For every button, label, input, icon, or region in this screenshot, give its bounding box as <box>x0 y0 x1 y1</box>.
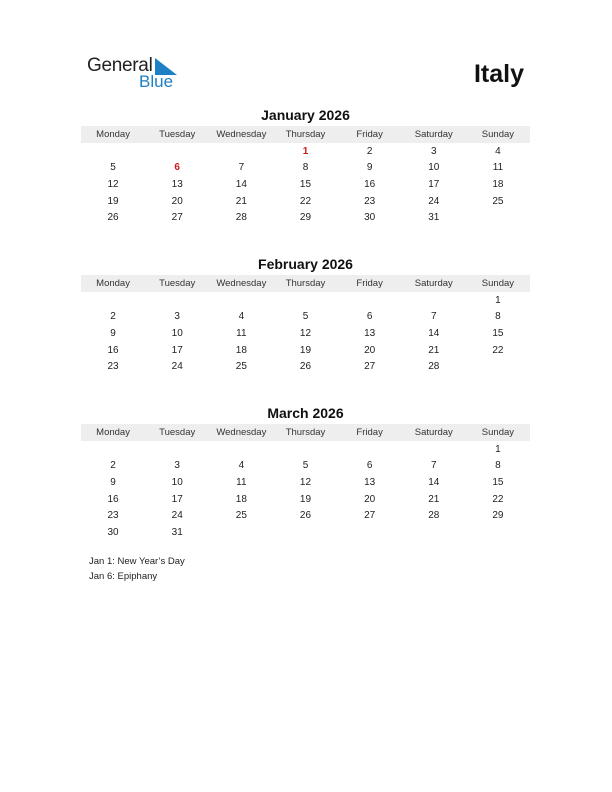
brand-logo <box>87 55 187 95</box>
day-cell: 16 <box>107 493 119 505</box>
weekday-label: Sunday <box>481 278 515 289</box>
day-cell: 19 <box>107 195 119 207</box>
weekday-label: Monday <box>96 129 130 140</box>
weekday-label: Wednesday <box>216 129 267 140</box>
weekday-label: Thursday <box>285 278 326 289</box>
day-cell: 15 <box>492 476 504 488</box>
day-cell: 29 <box>492 510 504 522</box>
weekday-label: Friday <box>356 129 383 140</box>
day-cell: 13 <box>364 327 376 339</box>
day-cell: 25 <box>235 510 247 522</box>
day-cell: 2 <box>110 311 116 323</box>
day-cell: 18 <box>492 178 504 190</box>
day-cell: 30 <box>107 526 119 538</box>
week-row <box>81 193 530 210</box>
weekday-label: Monday <box>96 427 130 438</box>
day-cell: 22 <box>299 195 312 207</box>
country-title: Italy <box>473 60 524 88</box>
weekday-label: Tuesday <box>159 129 196 140</box>
day-cell: 24 <box>171 510 183 522</box>
week-row <box>81 160 530 177</box>
day-cell: 31 <box>171 526 183 538</box>
day-cell: 26 <box>299 510 312 522</box>
week-row <box>81 143 530 160</box>
day-cell: 4 <box>238 311 245 323</box>
month-block <box>81 255 530 375</box>
day-cell: 12 <box>107 178 119 190</box>
logo-text-general: General <box>87 55 153 76</box>
week-row <box>81 441 530 458</box>
day-cell: 21 <box>235 195 247 207</box>
week-row <box>81 507 530 524</box>
day-cell: 20 <box>364 344 376 356</box>
logo-text-blue: Blue <box>139 72 174 91</box>
week-row <box>81 342 530 359</box>
day-cell: 18 <box>235 344 247 356</box>
week-row <box>81 524 530 541</box>
day-cell: 30 <box>364 212 376 224</box>
month-title: January 2026 <box>261 107 350 123</box>
weekday-label: Saturday <box>414 427 453 438</box>
day-cell: 17 <box>171 344 183 356</box>
month-title: February 2026 <box>258 256 353 272</box>
day-cell: 20 <box>364 493 376 505</box>
day-cell: 1 <box>495 294 501 306</box>
weekday-label: Saturday <box>414 129 453 140</box>
day-cell: 7 <box>430 460 437 472</box>
day-cell: 28 <box>428 361 440 373</box>
day-cell: 23 <box>107 510 119 522</box>
day-cell: 3 <box>430 145 437 157</box>
day-cell: 28 <box>428 510 440 522</box>
weekday-header-row <box>81 275 530 292</box>
day-cell: 2 <box>366 145 373 157</box>
week-row <box>81 491 530 508</box>
day-cell: 12 <box>299 476 312 488</box>
day-cell: 2 <box>110 460 116 472</box>
week-row <box>81 292 530 309</box>
day-cell: 25 <box>492 195 504 207</box>
weekday-label: Wednesday <box>216 278 267 289</box>
day-cell: 3 <box>174 460 180 472</box>
day-cell: 6 <box>366 311 373 323</box>
day-cell: 26 <box>107 212 119 224</box>
day-cell: 20 <box>171 195 183 207</box>
weekday-label: Tuesday <box>159 278 196 289</box>
weekday-label: Friday <box>356 278 383 289</box>
day-cell: 9 <box>110 327 116 339</box>
day-cell: 11 <box>492 162 504 174</box>
weekday-label: Thursday <box>285 129 326 140</box>
day-cell: 12 <box>299 327 312 339</box>
week-row <box>81 358 530 375</box>
day-cell: 4 <box>238 460 245 472</box>
day-cell: 19 <box>299 493 312 505</box>
day-cell: 4 <box>495 145 501 157</box>
day-cell: 27 <box>364 361 376 373</box>
day-cell: 28 <box>235 212 247 224</box>
month-block <box>81 404 530 541</box>
week-row <box>81 458 530 475</box>
day-cell: 17 <box>428 178 440 190</box>
day-cell: 1 <box>495 443 501 455</box>
day-cell: 7 <box>238 162 245 174</box>
day-cell: 24 <box>171 361 183 373</box>
day-cell: 25 <box>235 361 247 373</box>
day-cell: 10 <box>428 162 440 174</box>
day-cell: 7 <box>430 311 437 323</box>
day-cell: 10 <box>171 476 183 488</box>
holiday-note: Jan 1: New Year’s Day <box>89 556 185 567</box>
month-title: March 2026 <box>267 405 344 421</box>
weekday-header-row <box>81 424 530 441</box>
day-cell: 31 <box>428 212 440 224</box>
day-cell: 19 <box>299 344 312 356</box>
month-block <box>81 106 530 226</box>
day-cell: 18 <box>235 493 247 505</box>
day-cell: 9 <box>110 476 116 488</box>
day-cell: 21 <box>428 493 440 505</box>
holiday-day-cell: 1 <box>302 145 309 157</box>
weekday-label: Tuesday <box>159 427 196 438</box>
weekday-header-row <box>81 126 530 143</box>
week-row <box>81 209 530 226</box>
weekday-label: Thursday <box>285 427 326 438</box>
day-cell: 16 <box>364 178 376 190</box>
day-cell: 8 <box>495 311 501 323</box>
day-cell: 5 <box>302 311 309 323</box>
day-cell: 23 <box>107 361 119 373</box>
day-cell: 27 <box>171 212 183 224</box>
day-cell: 27 <box>364 510 376 522</box>
day-cell: 14 <box>428 327 440 339</box>
day-cell: 29 <box>299 212 312 224</box>
day-cell: 6 <box>366 460 373 472</box>
day-cell: 5 <box>302 460 309 472</box>
weekday-label: Monday <box>96 278 130 289</box>
weekday-label: Saturday <box>414 278 453 289</box>
weekday-label: Sunday <box>481 129 515 140</box>
day-cell: 22 <box>492 344 504 356</box>
weekday-label: Friday <box>356 427 383 438</box>
week-row <box>81 309 530 326</box>
day-cell: 8 <box>302 162 309 174</box>
day-cell: 13 <box>171 178 183 190</box>
day-cell: 16 <box>107 344 119 356</box>
week-row <box>81 474 530 491</box>
day-cell: 3 <box>174 311 180 323</box>
holiday-notes <box>89 555 185 584</box>
day-cell: 5 <box>110 162 116 174</box>
day-cell: 14 <box>428 476 440 488</box>
day-cell: 23 <box>364 195 376 207</box>
day-cell: 8 <box>495 460 501 472</box>
day-cell: 13 <box>364 476 376 488</box>
day-cell: 21 <box>428 344 440 356</box>
day-cell: 26 <box>299 361 312 373</box>
day-cell: 9 <box>366 162 373 174</box>
day-cell: 17 <box>171 493 183 505</box>
day-cell: 10 <box>171 327 183 339</box>
day-cell: 11 <box>236 327 247 339</box>
holiday-note: Jan 6: Epiphany <box>89 570 158 582</box>
day-cell: 24 <box>428 195 440 207</box>
weekday-label: Wednesday <box>216 427 267 438</box>
day-cell: 14 <box>235 178 247 190</box>
day-cell: 11 <box>236 476 247 488</box>
week-row <box>81 176 530 193</box>
day-cell: 15 <box>299 178 312 190</box>
week-row <box>81 325 530 342</box>
weekday-label: Sunday <box>481 427 515 438</box>
holiday-day-cell: 6 <box>174 162 180 174</box>
day-cell: 22 <box>492 493 504 505</box>
day-cell: 15 <box>492 327 504 339</box>
